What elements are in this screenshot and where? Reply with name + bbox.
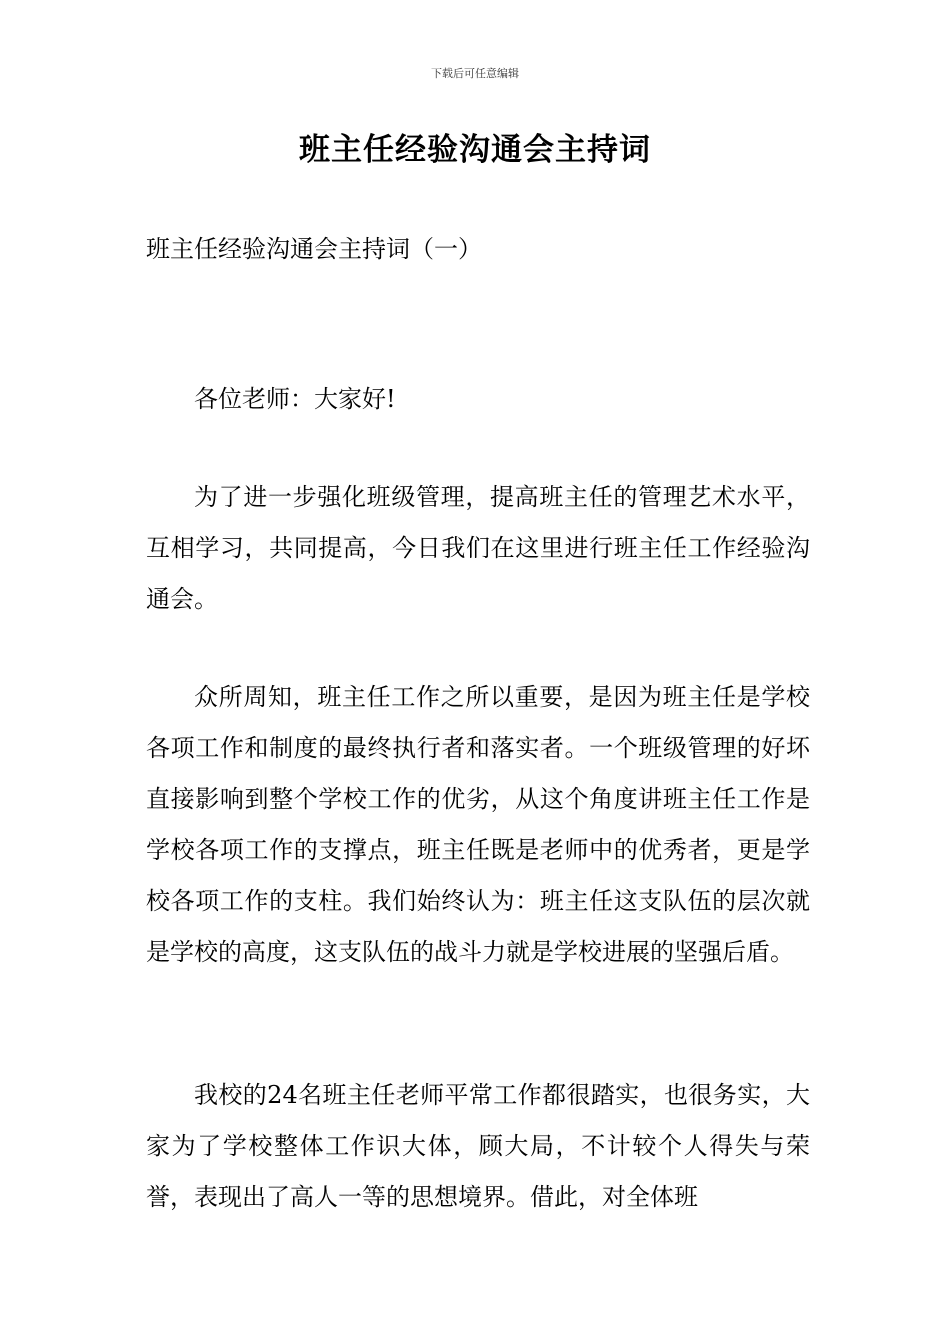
body-paragraph: 为了进一步强化班级管理，提高班主任的管理艺术水平，互相学习，共同提高，今日我们在这里进行班主任工作经验沟通会。 <box>146 483 810 613</box>
body-paragraph: 众所周知，班主任工作之所以重要，是因为班主任是学校各项工作和制度的最终执行者和落实者。一个班级管理的好坏直接影响到整个学校工作的优劣，从这个角度讲班主任工作是学校各项工作的支撑点，班主任既是老师中的优秀者，更是学校各项工作的支柱。我们始终认为：班主任这支队伍的层次就是学校的高度，这支队伍的战斗力就是学校进展的坚强后盾。 <box>146 683 810 966</box>
document-title: 班主任经验沟通会主持词 <box>299 132 651 168</box>
header-note: 下载后可任意编辑 <box>431 67 519 80</box>
greeting-paragraph: 各位老师：大家好! <box>194 385 396 413</box>
body-paragraph: 我校的24名班主任老师平常工作都很踏实，也很务实，大家为了学校整体工作识大体，顾大局，不计较个人得失与荣誉，表现出了高人一等的思想境界。借此，对全体班 <box>146 1081 810 1211</box>
document-subtitle: 班主任经验沟通会主持词（一） <box>146 235 482 263</box>
